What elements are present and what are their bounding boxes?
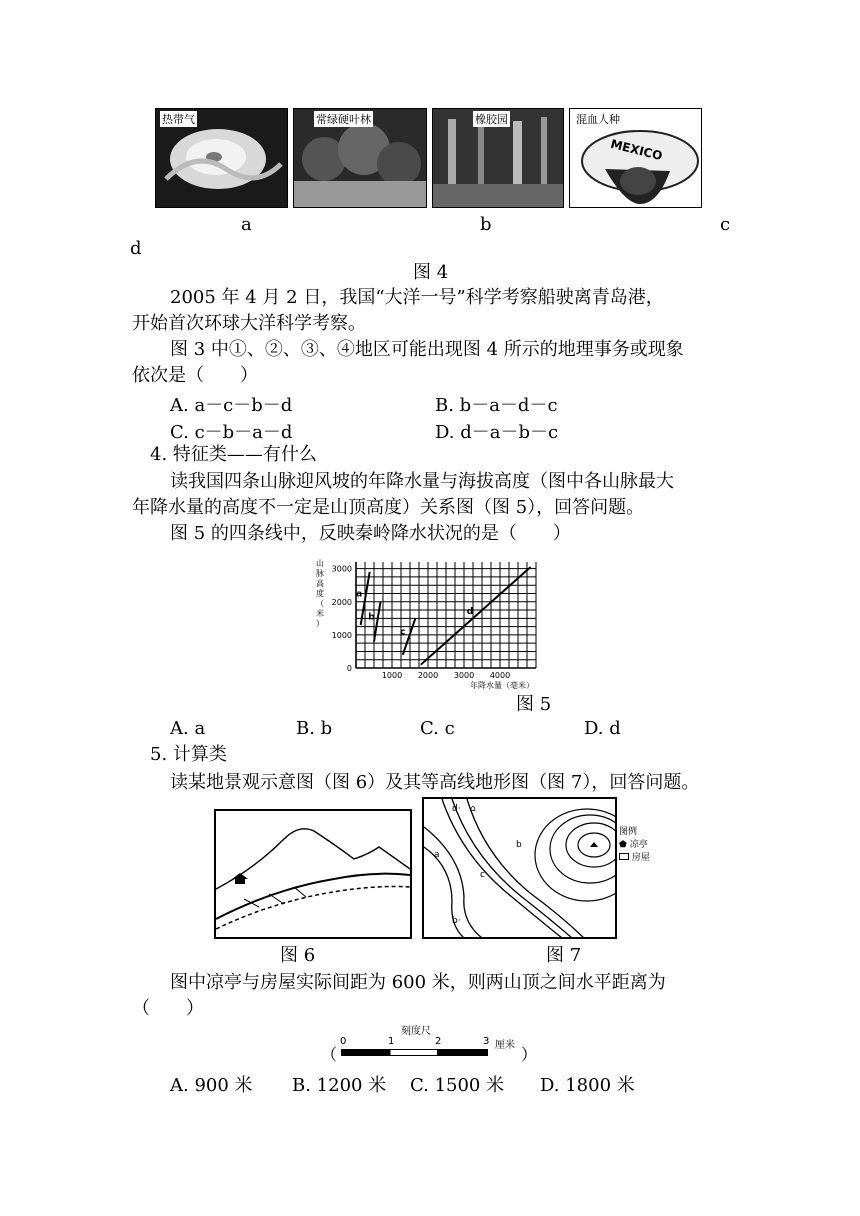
series-label-d: d: [466, 606, 474, 617]
letter-d: d: [130, 238, 142, 259]
q5-option-b[interactable]: B. 1200 米: [292, 1075, 387, 1096]
y-axis-label-char: 米: [316, 609, 324, 618]
y-axis-label-char: 高: [316, 579, 324, 588]
mexico-sign: MEXICO: [609, 136, 664, 164]
scale-open-paren: （: [321, 1045, 338, 1064]
series-line-b: [374, 602, 380, 642]
photo-d-caption: 混血人种: [576, 113, 620, 126]
photo-c: [432, 108, 564, 208]
letter-b: b: [480, 214, 492, 235]
q4-option-c[interactable]: C. c: [420, 718, 455, 739]
q3-option-d[interactable]: D. d－a－b－c: [435, 422, 559, 443]
photo-b: [293, 108, 427, 208]
svg-text:d·: d·: [452, 804, 461, 814]
svg-text:a: a: [434, 850, 440, 860]
fig7-legend: [619, 826, 650, 865]
para6-line2: （ ）: [132, 998, 204, 1019]
y-tick-label: 3000: [331, 564, 352, 574]
letter-c: c: [720, 214, 731, 235]
q3-option-c[interactable]: C. c－b－a－d: [170, 422, 293, 443]
para6-line1: 图中凉亭与房屋实际间距为 600 米，则两山顶之间水平距离为: [170, 972, 666, 993]
section-4-heading: 4. 特征类——有什么: [150, 444, 317, 465]
x-tick-label: 3000: [453, 671, 475, 680]
para5: 读某地景观示意图（图 6）及其等高线地形图（图 7），回答问题。: [170, 772, 700, 793]
q5-option-d[interactable]: D. 1800 米: [540, 1075, 635, 1096]
svg-text:b·: b·: [452, 916, 461, 926]
photo-a: [155, 108, 288, 208]
scale-tick-1: 1: [388, 1036, 395, 1047]
fig5-title: 图 5: [516, 694, 552, 715]
svg-text:c: c: [480, 870, 485, 880]
para1-line1: 2005 年 4 月 2 日，我国“大洋一号”科学考察船驶离青岛港，: [170, 287, 664, 308]
x-tick-label: 1000: [381, 671, 403, 680]
q3-option-a[interactable]: A. a－c－b－d: [170, 395, 293, 416]
fig4-title: 图 4: [413, 262, 449, 283]
scale-title: 刻度尺: [401, 1026, 431, 1037]
legend-house-label: 房屋: [631, 853, 650, 863]
para3-line2: 年降水量的高度不一定是山顶高度）关系图（图 5），回答问题。: [132, 497, 645, 518]
q4-option-a[interactable]: A. a: [170, 718, 206, 739]
house-icon: [619, 853, 629, 860]
fig7-contour-map: [422, 797, 617, 939]
scale-bar: [321, 1022, 538, 1064]
pavilion-icon: ⬟: [619, 840, 627, 850]
series-label-b: b: [368, 612, 375, 623]
scale-ruler: [341, 1049, 491, 1057]
q5-option-c[interactable]: C. 1500 米: [410, 1075, 505, 1096]
legend-item-house: [619, 852, 650, 865]
para2-line1: 图 3 中①、②、③、④地区可能出现图 4 所示的地理事务或现象: [170, 339, 684, 360]
photo-a-caption: 热带气: [162, 113, 195, 126]
scale-close-paren: ）: [521, 1045, 538, 1064]
y-tick-label: 0: [346, 664, 352, 673]
y-axis-label-char: （: [316, 599, 324, 608]
para3-line1: 读我国四条山脉迎风坡的年降水量与海拔高度（图中各山脉最大: [170, 471, 674, 492]
q3-option-b[interactable]: B. b－a－d－c: [435, 395, 558, 416]
scale-tick-3: 3: [483, 1036, 490, 1047]
series-label-a: a: [356, 589, 363, 600]
scale-tick-2: 2: [435, 1036, 442, 1047]
legend-pavilion-label: 凉亭: [629, 840, 648, 850]
legend-item-pavilion: [619, 839, 650, 852]
para4: 图 5 的四条线中，反映秦岭降水状况的是（ ）: [170, 523, 571, 544]
y-tick-label: 1000: [331, 630, 352, 640]
q5-option-a[interactable]: A. 900 米: [170, 1075, 253, 1096]
x-axis-label: 年降水量（毫米）: [470, 681, 534, 690]
letter-a: a: [241, 214, 252, 235]
para2-line2: 依次是（ ）: [132, 365, 258, 386]
photo-b-caption: 常绿硬叶林: [316, 113, 371, 126]
fig7-title: 图 7: [546, 945, 582, 966]
fig6-landscape: [214, 809, 412, 939]
photo-d: [569, 108, 702, 208]
legend-title: 图例: [619, 827, 638, 837]
x-tick-label: 4000: [489, 671, 511, 680]
series-label-c: c: [400, 627, 406, 638]
scale-unit: 厘米: [495, 1040, 515, 1051]
x-tick-label: 2000: [417, 671, 439, 680]
y-tick-label: 2000: [331, 597, 352, 607]
y-axis-label-char: 脉: [316, 569, 324, 578]
scale-tick-0: 0: [340, 1036, 347, 1047]
q4-option-d[interactable]: D. d: [584, 718, 621, 739]
y-axis-label-char: 度: [316, 589, 324, 598]
photo-c-caption: 橡胶园: [475, 113, 508, 126]
q4-option-b[interactable]: B. b: [296, 718, 333, 739]
svg-text:b: b: [516, 840, 522, 850]
svg-text:⌂: ⌂: [470, 804, 476, 814]
para1-line2: 开始首次环球大洋科学考察。: [132, 313, 366, 334]
section-5-heading: 5. 计算类: [150, 744, 227, 765]
y-axis-label-char: ）: [316, 619, 324, 628]
fig5-chart: [310, 558, 545, 690]
y-axis-label-char: 山: [316, 559, 324, 568]
fig6-title: 图 6: [280, 945, 316, 966]
